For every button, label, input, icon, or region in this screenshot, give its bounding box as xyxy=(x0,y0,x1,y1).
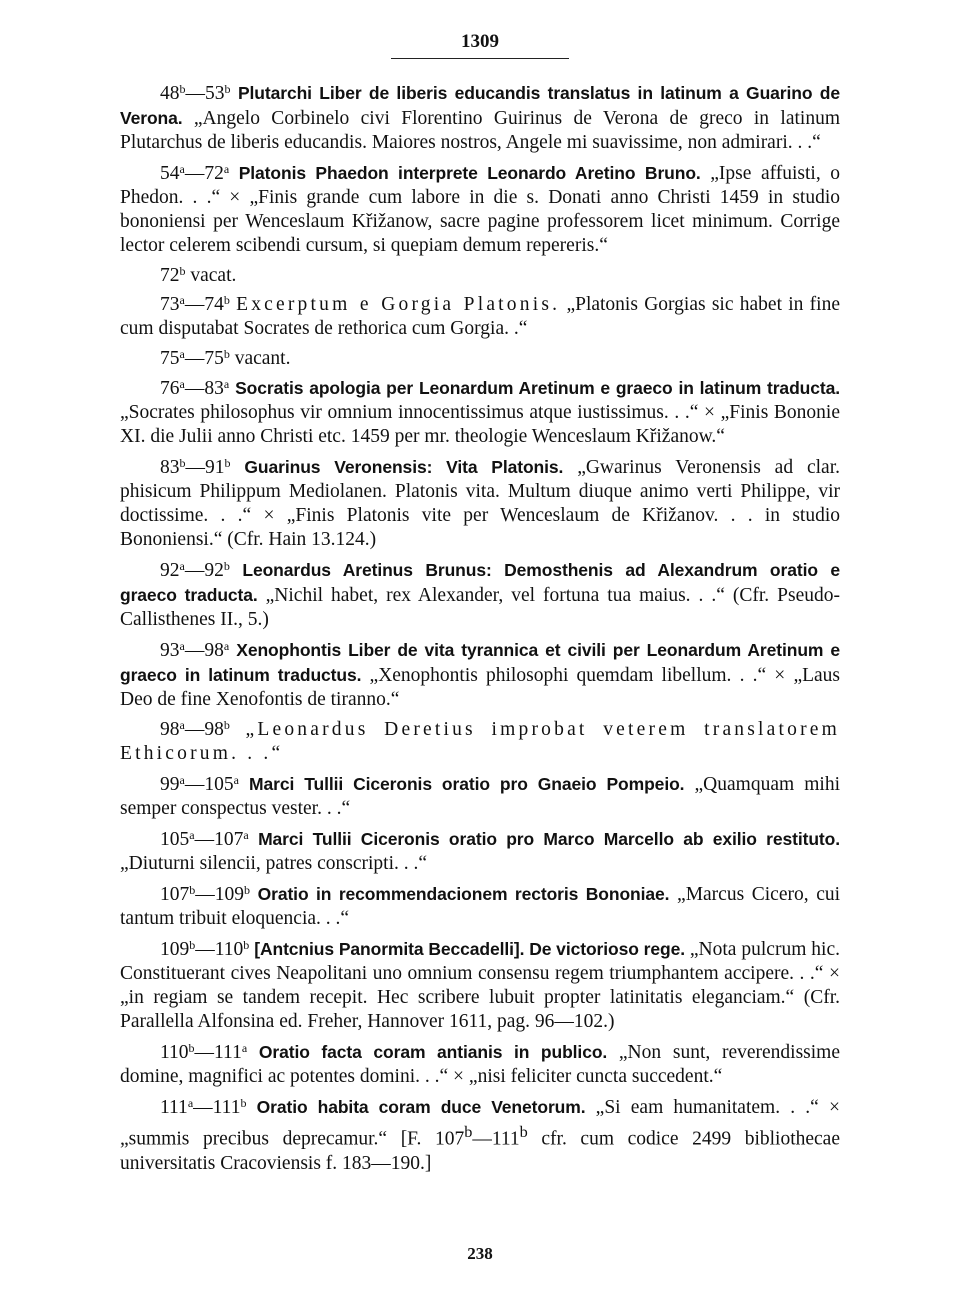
entry-text-cont: cfr. cum codice 2499 bibliothecae universitatis Cracoviensis f. 183—190.] xyxy=(120,1128,840,1174)
catalog-entry xyxy=(120,264,840,288)
catalog-entry xyxy=(120,772,840,821)
folio-start-side: b xyxy=(189,938,196,952)
folio-range-dash: — xyxy=(195,884,215,905)
entry-text-cont: —111 xyxy=(472,1128,520,1150)
folio-end-side: a xyxy=(233,773,239,787)
folio-end: 92 xyxy=(204,560,224,581)
entry-title: [Antcnius Panormita Beccadelli]. De victorioso rege. xyxy=(254,939,685,959)
folio-range-dash: — xyxy=(184,774,205,795)
entry-text: „Platonis Gorgias sic habet in fine cum disputabat Socrates de rethorica cum Gorgia. .“ xyxy=(120,294,840,339)
entry-title: Socratis apologia per Leonardum Aretinum e graeco in latinum traducta. xyxy=(235,378,841,398)
folio-start: 72 xyxy=(160,265,180,286)
folio-start: 93 xyxy=(160,640,180,661)
entry-text: „Non sunt, reverendissime domine, magnifici ac potentes domini. . .“ × „nisi feliciter cuncta succedent.“ xyxy=(120,1042,840,1087)
folio-start-side: a xyxy=(179,559,185,573)
folio-end: 53 xyxy=(205,83,225,104)
folio-reference xyxy=(160,1097,246,1118)
entry-title: Marci Tullii Ciceronis oratio pro Marco Marcello ab exilio restituto. xyxy=(258,829,840,849)
folio-range-dash: — xyxy=(185,83,205,104)
folio-start-side: b xyxy=(179,264,186,278)
folio-end-side: b xyxy=(223,559,230,573)
folio-end-side: a xyxy=(223,162,230,176)
folio-start: 109 xyxy=(160,939,190,960)
entry-title: Guarinus Veronensis: Vita Platonis. xyxy=(244,457,564,477)
entry-title: Plutarchi Liber de liberis educandis translatus in latinum a Guarino de Verona. xyxy=(120,83,840,128)
folio-start: 107 xyxy=(160,884,190,905)
folio-end-side: a xyxy=(223,639,230,653)
page-header-number: 1309 xyxy=(461,31,499,52)
folio-range-dash: — xyxy=(184,294,205,315)
folio-start-side: a xyxy=(189,828,195,842)
folio-end: 109 xyxy=(214,884,244,905)
folio-end-side: b xyxy=(243,938,250,952)
folio-start-side: a xyxy=(179,773,185,787)
entry-text: vacat. xyxy=(185,265,237,286)
folio-start: 76 xyxy=(160,378,180,399)
folio-start: 99 xyxy=(160,774,180,795)
folio-end-side: b xyxy=(223,293,230,307)
document-page xyxy=(120,30,840,1182)
inline-folio-side: b xyxy=(464,1123,473,1141)
folio-end: 72 xyxy=(204,163,224,184)
folio-end: 98 xyxy=(204,719,224,740)
folio-start-side: a xyxy=(179,718,185,732)
folio-start: 98 xyxy=(160,719,180,740)
entry-title: Marci Tullii Ciceronis oratio pro Gnaeio Pompeio. xyxy=(249,774,685,794)
catalog-entry xyxy=(120,161,840,258)
folio-start-side: a xyxy=(179,377,185,391)
catalog-entry xyxy=(120,937,840,1034)
folio-reference xyxy=(160,560,230,581)
folio-end: 110 xyxy=(214,939,244,960)
entry-text: „Gwarinus Veronensis ad clar. phisicum Philippum Mediolanen. Platonis vita. Multum diuque animo verti Philippe, vir doctissime. . .“ × „Finis Platonis vite per Wenceslaum de Křižanov. . . in studio Bononiensi.“ (Cfr. Hain 13.124.) xyxy=(120,457,841,550)
folio-start: 92 xyxy=(160,560,180,581)
folio-start-side: a xyxy=(187,1096,194,1110)
folio-end-side: a xyxy=(241,1041,248,1055)
folio-range-dash: — xyxy=(184,640,205,661)
folio-range-dash: — xyxy=(193,1097,213,1118)
folio-reference xyxy=(160,640,229,661)
folio-range-dash: — xyxy=(184,163,205,184)
catalog-entry xyxy=(120,81,840,155)
folio-start: 75 xyxy=(160,348,180,369)
folio-range-dash: — xyxy=(184,378,205,399)
catalog-entry xyxy=(120,347,840,371)
entry-text: vacant. xyxy=(229,348,291,369)
folio-reference xyxy=(160,719,230,740)
folio-reference xyxy=(160,884,250,905)
folio-start: 48 xyxy=(160,83,180,104)
folio-end: 74 xyxy=(204,294,224,315)
folio-start-side: a xyxy=(179,347,185,361)
catalog-entry xyxy=(120,638,840,712)
folio-start-side: b xyxy=(179,456,186,470)
folio-end: 75 xyxy=(204,348,224,369)
folio-reference xyxy=(160,265,186,286)
folio-end: 91 xyxy=(205,457,225,478)
folio-start-side: a xyxy=(179,293,185,307)
catalog-entry xyxy=(120,455,840,552)
folio-end-side: a xyxy=(223,377,230,391)
folio-range-dash: — xyxy=(184,560,205,581)
folio-start-side: b xyxy=(188,1041,195,1055)
folio-end-side: b xyxy=(240,1096,247,1110)
folio-start-side: b xyxy=(189,883,196,897)
entry-title: Oratio facta coram antianis in publico. xyxy=(258,1042,608,1062)
folio-end-side: b xyxy=(224,82,231,96)
catalog-entry xyxy=(120,293,840,341)
folio-reference xyxy=(160,939,249,960)
header-rule xyxy=(391,58,569,59)
folio-reference xyxy=(160,378,229,399)
entry-text: „Socrates philosophus vir omnium innocentissimus atque iustissimus. . .“ × „Finis Bononie XI. die Julii anno Christi etc. 1459 per mr. theologie Wenceslaum Křižanow.“ xyxy=(120,402,840,447)
folio-start: 111 xyxy=(160,1097,188,1118)
catalog-entry xyxy=(120,558,840,632)
catalog-entry xyxy=(120,827,840,876)
entry-text: „Diuturni silencii, patres conscripti. . .“ xyxy=(120,853,428,874)
entry-text: „Nota pulcrum hic. Constituerant cives Neapolitani uno omnium consensu regem triumphantem accipere. . .“ × „in regiam se tandem recepit. Hec scribere lubuit propter latinitatis eleganciam.“ (Cfr. Parallella Alfonsina ed. Freher, Hannover 1611, pag. 96—102.) xyxy=(120,939,840,1032)
entry-text: „Nichil habet, rex Alexander, vel fortuna tua maius. . .“ (Cfr. Pseudo-Callisthenes II., 5.) xyxy=(120,585,840,630)
entry-title: Xenophontis Liber de vita tyrannica et civili per Leonardum Aretinum e graeco in latinum traductus. xyxy=(120,640,840,685)
folio-end: 107 xyxy=(214,829,244,850)
folio-reference xyxy=(160,163,229,184)
folio-end: 83 xyxy=(204,378,224,399)
entry-text: „Si eam humanitatem. . .“ × „summis precibus deprecamur.“ [F. 107 xyxy=(120,1097,840,1150)
folio-reference xyxy=(160,83,231,104)
entry-spaced-title: Excerptum e Gorgia Platonis. xyxy=(236,294,561,315)
entry-text: „Quamquam mihi semper conspectus vester. . .“ xyxy=(120,774,841,819)
folio-start: 54 xyxy=(160,163,180,184)
folio-range-dash: — xyxy=(194,1042,215,1063)
folio-reference xyxy=(160,457,231,478)
page-footer-number: 238 xyxy=(467,1244,493,1263)
folio-reference xyxy=(160,348,230,369)
catalog-entry xyxy=(120,376,840,449)
catalog-entry xyxy=(120,1095,840,1176)
folio-range-dash: — xyxy=(184,719,205,740)
folio-reference xyxy=(160,829,249,850)
folio-range-dash: — xyxy=(184,348,205,369)
entry-title: Platonis Phaedon interprete Leonardo Aretino Bruno. xyxy=(238,163,701,183)
folio-start: 73 xyxy=(160,294,180,315)
folio-start: 83 xyxy=(160,457,180,478)
inline-folio-side: b xyxy=(519,1123,528,1141)
folio-end-side: b xyxy=(223,718,230,732)
folio-range-dash: — xyxy=(194,829,215,850)
entry-title: Oratio in recommendacionem rectoris Bononiae. xyxy=(257,884,670,904)
folio-start-side: a xyxy=(179,639,185,653)
folio-reference xyxy=(160,1042,247,1063)
entry-text: „Angelo Corbinelo civi Florentino Guirinus de Verona de greco in latinum Plutarchus de liberis educandis. Maiores nostros, Angele mi suavissime, non admirari. . .“ xyxy=(120,108,840,153)
folio-reference xyxy=(160,294,230,315)
folio-end-side: b xyxy=(224,456,231,470)
catalog-entry xyxy=(120,882,840,931)
folio-end: 105 xyxy=(204,774,234,795)
entry-spaced-title: „Leonardus Deretius improbat veterem translatorem Ethicorum. . .“ xyxy=(120,719,840,764)
folio-start-side: a xyxy=(179,162,185,176)
folio-end: 111 xyxy=(212,1097,241,1118)
catalog-entry xyxy=(120,1040,840,1089)
folio-range-dash: — xyxy=(195,939,215,960)
folio-end-side: a xyxy=(243,828,249,842)
folio-range-dash: — xyxy=(185,457,205,478)
entry-title: Oratio habita coram duce Venetorum. xyxy=(256,1097,586,1117)
entry-text: „Xenophontis philosophi quemdam libellum. . .“ × „Laus Deo de fine Xenofontis de tiranno.“ xyxy=(120,665,841,710)
folio-start: 110 xyxy=(160,1042,189,1063)
folio-end-side: b xyxy=(223,347,230,361)
entry-text: „Ipse affuisti, o Phedon. . .“ × „Finis grande cum labore in die s. Donati anno Christi 1459 in studio bononiensi per Wenceslaum Křižanow, sacre pagine professorem licet minimum. Corrige lector celerem scibendi cursum, si quepiam demum repereris.“ xyxy=(120,163,841,256)
folio-end-side: b xyxy=(244,883,250,897)
entry-title: Leonardus Aretinus Brunus: Demosthenis ad Alexandrum oratio e graeco traducta. xyxy=(120,560,840,605)
folio-start: 105 xyxy=(160,829,190,850)
folio-reference xyxy=(160,774,239,795)
entry-text: „Marcus Cicero, cui tantum tribuit eloquencia. . .“ xyxy=(120,884,841,929)
folio-end: 111 xyxy=(214,1042,242,1063)
catalog-entry xyxy=(120,718,840,766)
catalog-entries xyxy=(120,81,840,1176)
folio-start-side: b xyxy=(179,82,186,96)
folio-end: 98 xyxy=(204,640,224,661)
